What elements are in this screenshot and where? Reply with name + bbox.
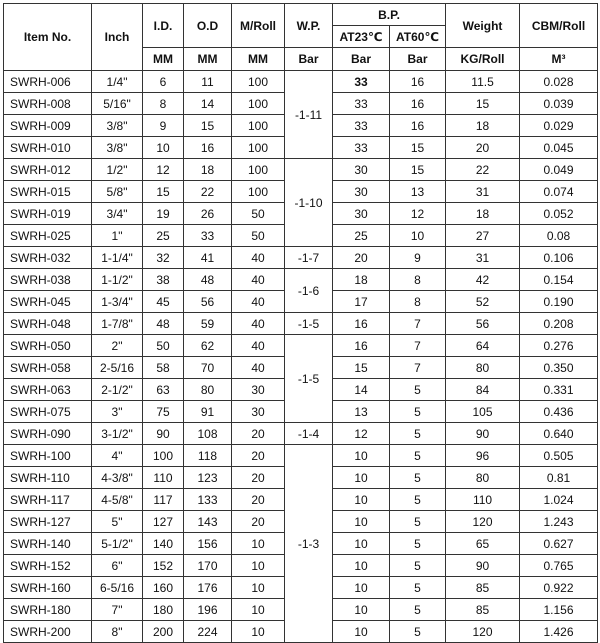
- cell-id: 10: [143, 137, 184, 159]
- cell-wp: -1-5: [285, 335, 333, 423]
- cell-m-roll: 10: [232, 621, 285, 643]
- cell-weight: 18: [446, 203, 520, 225]
- col-bp-at60: AT60℃: [390, 26, 446, 48]
- cell-bp-at23: 10: [333, 621, 390, 643]
- unit-cbm: M³: [520, 48, 598, 71]
- cell-weight: 90: [446, 423, 520, 445]
- unit-od: MM: [184, 48, 232, 71]
- cell-item-no: SWRH-117: [4, 489, 92, 511]
- cell-weight: 42: [446, 269, 520, 291]
- cell-weight: 85: [446, 599, 520, 621]
- cell-bp-at23: 14: [333, 379, 390, 401]
- cell-bp-at60: 5: [390, 511, 446, 533]
- cell-inch: 2-1/2": [92, 379, 143, 401]
- col-bp: B.P.: [333, 4, 446, 26]
- cell-id: 58: [143, 357, 184, 379]
- cell-id: 100: [143, 445, 184, 467]
- cell-cbm-roll: 0.045: [520, 137, 598, 159]
- cell-cbm-roll: 0.350: [520, 357, 598, 379]
- cell-od: 176: [184, 577, 232, 599]
- cell-cbm-roll: 0.922: [520, 577, 598, 599]
- cell-m-roll: 100: [232, 159, 285, 181]
- cell-weight: 18: [446, 115, 520, 137]
- cell-id: 152: [143, 555, 184, 577]
- cell-od: 156: [184, 533, 232, 555]
- cell-id: 160: [143, 577, 184, 599]
- table-body: [4, 71, 598, 643]
- cell-od: 16: [184, 137, 232, 159]
- cell-m-roll: 20: [232, 445, 285, 467]
- cell-cbm-roll: 0.039: [520, 93, 598, 115]
- table-row: [4, 269, 598, 291]
- cell-od: 62: [184, 335, 232, 357]
- cell-weight: 90: [446, 555, 520, 577]
- cell-bp-at60: 5: [390, 533, 446, 555]
- cell-inch: 1/4": [92, 71, 143, 93]
- cell-inch: 3": [92, 401, 143, 423]
- col-m-roll: M/Roll: [232, 4, 285, 48]
- cell-m-roll: 100: [232, 71, 285, 93]
- cell-inch: 2-5/16: [92, 357, 143, 379]
- cell-wp: -1-5: [285, 313, 333, 335]
- cell-bp-at23: 10: [333, 533, 390, 555]
- cell-cbm-roll: 0.08: [520, 225, 598, 247]
- cell-item-no: SWRH-015: [4, 181, 92, 203]
- cell-item-no: SWRH-009: [4, 115, 92, 137]
- cell-inch: 1/2": [92, 159, 143, 181]
- cell-m-roll: 10: [232, 533, 285, 555]
- cell-bp-at23: 10: [333, 511, 390, 533]
- cell-bp-at23: 33: [333, 71, 390, 93]
- cell-bp-at60: 5: [390, 577, 446, 599]
- cell-inch: 3/8": [92, 115, 143, 137]
- cell-od: 143: [184, 511, 232, 533]
- cell-cbm-roll: 0.074: [520, 181, 598, 203]
- cell-bp-at60: 9: [390, 247, 446, 269]
- cell-weight: 31: [446, 247, 520, 269]
- cell-id: 117: [143, 489, 184, 511]
- cell-cbm-roll: 0.276: [520, 335, 598, 357]
- cell-m-roll: 50: [232, 225, 285, 247]
- cell-m-roll: 20: [232, 467, 285, 489]
- cell-bp-at60: 5: [390, 423, 446, 445]
- cell-inch: 3/8": [92, 137, 143, 159]
- cell-weight: 110: [446, 489, 520, 511]
- cell-bp-at23: 10: [333, 489, 390, 511]
- cell-od: 59: [184, 313, 232, 335]
- cell-wp: -1-11: [285, 71, 333, 159]
- cell-od: 33: [184, 225, 232, 247]
- cell-id: 38: [143, 269, 184, 291]
- cell-od: 196: [184, 599, 232, 621]
- cell-wp: -1-6: [285, 269, 333, 313]
- cell-inch: 6-5/16: [92, 577, 143, 599]
- unit-weight: KG/Roll: [446, 48, 520, 71]
- cell-bp-at23: 10: [333, 467, 390, 489]
- cell-id: 32: [143, 247, 184, 269]
- cell-od: 91: [184, 401, 232, 423]
- unit-id: MM: [143, 48, 184, 71]
- cell-id: 180: [143, 599, 184, 621]
- cell-wp: -1-7: [285, 247, 333, 269]
- cell-m-roll: 40: [232, 269, 285, 291]
- col-weight: Weight: [446, 4, 520, 48]
- cell-od: 26: [184, 203, 232, 225]
- cell-inch: 4-5/8": [92, 489, 143, 511]
- cell-bp-at60: 8: [390, 269, 446, 291]
- cell-weight: 31: [446, 181, 520, 203]
- cell-id: 140: [143, 533, 184, 555]
- cell-item-no: SWRH-160: [4, 577, 92, 599]
- cell-weight: 64: [446, 335, 520, 357]
- cell-bp-at23: 30: [333, 159, 390, 181]
- cell-bp-at60: 15: [390, 137, 446, 159]
- cell-inch: 6": [92, 555, 143, 577]
- table-row: [4, 247, 598, 269]
- cell-item-no: SWRH-048: [4, 313, 92, 335]
- cell-m-roll: 100: [232, 137, 285, 159]
- cell-cbm-roll: 0.028: [520, 71, 598, 93]
- cell-inch: 4": [92, 445, 143, 467]
- cell-weight: 56: [446, 313, 520, 335]
- cell-bp-at60: 15: [390, 159, 446, 181]
- cell-bp-at23: 33: [333, 93, 390, 115]
- cell-id: 127: [143, 511, 184, 533]
- cell-weight: 80: [446, 357, 520, 379]
- cell-id: 25: [143, 225, 184, 247]
- cell-item-no: SWRH-127: [4, 511, 92, 533]
- cell-cbm-roll: 0.81: [520, 467, 598, 489]
- cell-m-roll: 20: [232, 489, 285, 511]
- cell-od: 15: [184, 115, 232, 137]
- cell-m-roll: 40: [232, 335, 285, 357]
- cell-bp-at60: 5: [390, 489, 446, 511]
- cell-bp-at60: 5: [390, 379, 446, 401]
- cell-od: 11: [184, 71, 232, 93]
- cell-item-no: SWRH-180: [4, 599, 92, 621]
- col-od: O.D: [184, 4, 232, 48]
- cell-item-no: SWRH-050: [4, 335, 92, 357]
- cell-weight: 120: [446, 621, 520, 643]
- cell-m-roll: 10: [232, 599, 285, 621]
- cell-cbm-roll: 0.049: [520, 159, 598, 181]
- cell-weight: 15: [446, 93, 520, 115]
- cell-bp-at60: 8: [390, 291, 446, 313]
- cell-item-no: SWRH-140: [4, 533, 92, 555]
- cell-od: 70: [184, 357, 232, 379]
- unit-at23: Bar: [333, 48, 390, 71]
- cell-wp: -1-4: [285, 423, 333, 445]
- cell-wp: -1-3: [285, 445, 333, 643]
- cell-item-no: SWRH-045: [4, 291, 92, 313]
- cell-item-no: SWRH-008: [4, 93, 92, 115]
- cell-od: 41: [184, 247, 232, 269]
- cell-inch: 1-1/4": [92, 247, 143, 269]
- cell-bp-at60: 7: [390, 335, 446, 357]
- cell-m-roll: 40: [232, 291, 285, 313]
- cell-item-no: SWRH-019: [4, 203, 92, 225]
- cell-m-roll: 40: [232, 247, 285, 269]
- cell-m-roll: 100: [232, 115, 285, 137]
- col-item-no: Item No.: [4, 4, 92, 71]
- cell-id: 9: [143, 115, 184, 137]
- cell-weight: 22: [446, 159, 520, 181]
- cell-id: 12: [143, 159, 184, 181]
- table-row: [4, 313, 598, 335]
- col-wp: W.P.: [285, 4, 333, 48]
- cell-bp-at60: 10: [390, 225, 446, 247]
- cell-item-no: SWRH-025: [4, 225, 92, 247]
- cell-bp-at60: 12: [390, 203, 446, 225]
- cell-m-roll: 100: [232, 181, 285, 203]
- cell-item-no: SWRH-152: [4, 555, 92, 577]
- cell-inch: 5/8": [92, 181, 143, 203]
- col-inch: Inch: [92, 4, 143, 71]
- cell-bp-at23: 25: [333, 225, 390, 247]
- cell-bp-at60: 7: [390, 313, 446, 335]
- cell-bp-at60: 5: [390, 467, 446, 489]
- cell-od: 108: [184, 423, 232, 445]
- cell-inch: 3/4": [92, 203, 143, 225]
- cell-bp-at23: 30: [333, 181, 390, 203]
- cell-bp-at23: 17: [333, 291, 390, 313]
- col-cbm-roll: CBM/Roll: [520, 4, 598, 48]
- cell-cbm-roll: 0.106: [520, 247, 598, 269]
- cell-item-no: SWRH-058: [4, 357, 92, 379]
- cell-bp-at60: 5: [390, 621, 446, 643]
- cell-m-roll: 30: [232, 401, 285, 423]
- cell-bp-at23: 16: [333, 335, 390, 357]
- cell-item-no: SWRH-032: [4, 247, 92, 269]
- cell-id: 63: [143, 379, 184, 401]
- header-row: [4, 4, 598, 26]
- cell-bp-at23: 30: [333, 203, 390, 225]
- cell-m-roll: 50: [232, 203, 285, 225]
- cell-od: 118: [184, 445, 232, 467]
- col-bp-at23: AT23℃: [333, 26, 390, 48]
- cell-cbm-roll: 1.156: [520, 599, 598, 621]
- spec-table: [3, 3, 598, 643]
- cell-item-no: SWRH-063: [4, 379, 92, 401]
- cell-item-no: SWRH-006: [4, 71, 92, 93]
- cell-cbm-roll: 0.154: [520, 269, 598, 291]
- cell-cbm-roll: 0.640: [520, 423, 598, 445]
- cell-m-roll: 40: [232, 313, 285, 335]
- cell-bp-at23: 10: [333, 577, 390, 599]
- cell-cbm-roll: 0.331: [520, 379, 598, 401]
- cell-weight: 96: [446, 445, 520, 467]
- cell-od: 56: [184, 291, 232, 313]
- cell-m-roll: 40: [232, 357, 285, 379]
- cell-bp-at23: 10: [333, 555, 390, 577]
- cell-m-roll: 30: [232, 379, 285, 401]
- cell-weight: 27: [446, 225, 520, 247]
- cell-bp-at23: 10: [333, 445, 390, 467]
- cell-inch: 5": [92, 511, 143, 533]
- unit-at60: Bar: [390, 48, 446, 71]
- cell-bp-at23: 10: [333, 599, 390, 621]
- cell-od: 170: [184, 555, 232, 577]
- cell-bp-at23: 33: [333, 115, 390, 137]
- cell-od: 14: [184, 93, 232, 115]
- cell-id: 48: [143, 313, 184, 335]
- cell-inch: 8": [92, 621, 143, 643]
- cell-inch: 1-3/4": [92, 291, 143, 313]
- cell-bp-at60: 16: [390, 93, 446, 115]
- cell-bp-at60: 5: [390, 445, 446, 467]
- cell-cbm-roll: 0.190: [520, 291, 598, 313]
- cell-id: 45: [143, 291, 184, 313]
- cell-inch: 5-1/2": [92, 533, 143, 555]
- cell-item-no: SWRH-038: [4, 269, 92, 291]
- cell-bp-at60: 5: [390, 599, 446, 621]
- cell-cbm-roll: 0.627: [520, 533, 598, 555]
- cell-cbm-roll: 0.505: [520, 445, 598, 467]
- cell-cbm-roll: 1.024: [520, 489, 598, 511]
- cell-id: 90: [143, 423, 184, 445]
- table-row: [4, 335, 598, 357]
- table-row: [4, 159, 598, 181]
- table-row: [4, 423, 598, 445]
- cell-cbm-roll: 0.765: [520, 555, 598, 577]
- cell-inch: 3-1/2": [92, 423, 143, 445]
- cell-cbm-roll: 0.029: [520, 115, 598, 137]
- cell-bp-at23: 16: [333, 313, 390, 335]
- cell-weight: 120: [446, 511, 520, 533]
- cell-bp-at60: 5: [390, 555, 446, 577]
- cell-id: 50: [143, 335, 184, 357]
- cell-m-roll: 10: [232, 577, 285, 599]
- cell-id: 8: [143, 93, 184, 115]
- cell-bp-at23: 13: [333, 401, 390, 423]
- cell-item-no: SWRH-010: [4, 137, 92, 159]
- cell-bp-at60: 16: [390, 115, 446, 137]
- cell-item-no: SWRH-075: [4, 401, 92, 423]
- cell-inch: 7": [92, 599, 143, 621]
- cell-bp-at23: 33: [333, 137, 390, 159]
- cell-inch: 5/16": [92, 93, 143, 115]
- cell-item-no: SWRH-090: [4, 423, 92, 445]
- cell-od: 224: [184, 621, 232, 643]
- col-id: I.D.: [143, 4, 184, 48]
- cell-item-no: SWRH-100: [4, 445, 92, 467]
- cell-m-roll: 20: [232, 423, 285, 445]
- cell-weight: 85: [446, 577, 520, 599]
- cell-inch: 1-1/2": [92, 269, 143, 291]
- cell-weight: 84: [446, 379, 520, 401]
- cell-od: 123: [184, 467, 232, 489]
- unit-wp: Bar: [285, 48, 333, 71]
- cell-weight: 65: [446, 533, 520, 555]
- cell-weight: 80: [446, 467, 520, 489]
- cell-bp-at60: 7: [390, 357, 446, 379]
- cell-item-no: SWRH-200: [4, 621, 92, 643]
- cell-bp-at60: 13: [390, 181, 446, 203]
- cell-bp-at23: 15: [333, 357, 390, 379]
- cell-od: 22: [184, 181, 232, 203]
- cell-inch: 1-7/8": [92, 313, 143, 335]
- cell-weight: 20: [446, 137, 520, 159]
- cell-id: 200: [143, 621, 184, 643]
- cell-item-no: SWRH-012: [4, 159, 92, 181]
- cell-m-roll: 100: [232, 93, 285, 115]
- cell-od: 48: [184, 269, 232, 291]
- cell-od: 80: [184, 379, 232, 401]
- cell-m-roll: 20: [232, 511, 285, 533]
- cell-id: 110: [143, 467, 184, 489]
- cell-m-roll: 10: [232, 555, 285, 577]
- cell-bp-at23: 18: [333, 269, 390, 291]
- cell-bp-at23: 20: [333, 247, 390, 269]
- cell-weight: 105: [446, 401, 520, 423]
- cell-od: 18: [184, 159, 232, 181]
- cell-wp: -1-10: [285, 159, 333, 247]
- cell-bp-at60: 16: [390, 71, 446, 93]
- table-row: [4, 445, 598, 467]
- table-row: [4, 71, 598, 93]
- cell-inch: 2": [92, 335, 143, 357]
- cell-cbm-roll: 1.426: [520, 621, 598, 643]
- cell-cbm-roll: 1.243: [520, 511, 598, 533]
- cell-weight: 52: [446, 291, 520, 313]
- cell-bp-at60: 5: [390, 401, 446, 423]
- cell-item-no: SWRH-110: [4, 467, 92, 489]
- cell-id: 19: [143, 203, 184, 225]
- cell-od: 133: [184, 489, 232, 511]
- cell-cbm-roll: 0.208: [520, 313, 598, 335]
- cell-cbm-roll: 0.436: [520, 401, 598, 423]
- unit-m-roll: MM: [232, 48, 285, 71]
- cell-id: 75: [143, 401, 184, 423]
- cell-cbm-roll: 0.052: [520, 203, 598, 225]
- cell-id: 6: [143, 71, 184, 93]
- cell-id: 15: [143, 181, 184, 203]
- cell-inch: 1": [92, 225, 143, 247]
- cell-inch: 4-3/8": [92, 467, 143, 489]
- cell-weight: 11.5: [446, 71, 520, 93]
- cell-bp-at23: 12: [333, 423, 390, 445]
